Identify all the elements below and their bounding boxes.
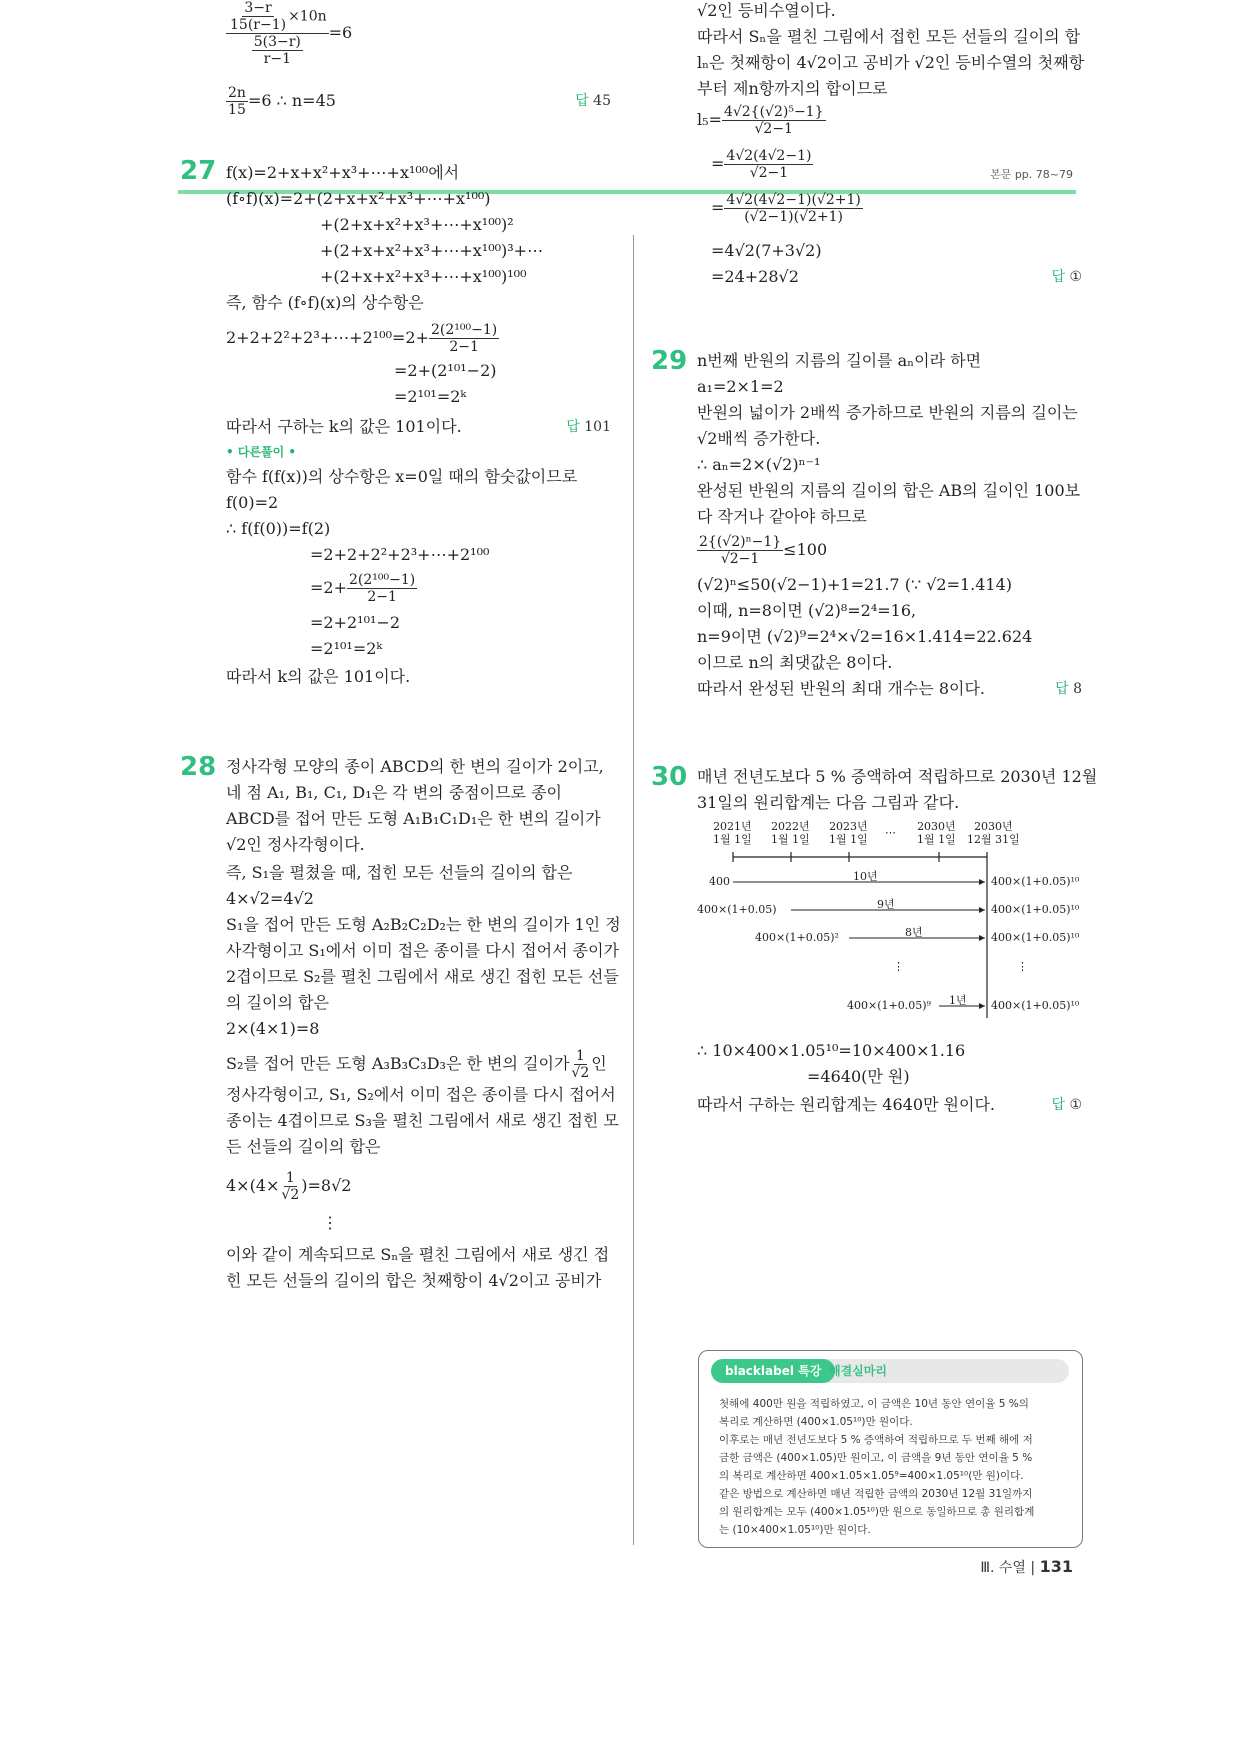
note-line: 금한 금액은 (400×1.05)만 원이고, 이 금액을 9년 동안 연이율 5 %	[719, 1452, 1033, 1464]
p27-line: +(2+x+x²+x³+⋯+x¹⁰⁰)²	[320, 215, 514, 234]
timeline-label: 2030년 1월 1일	[917, 820, 956, 846]
p27-sum-line2: =2+(2¹⁰¹−2)	[394, 361, 497, 380]
p27-line: f(x)=2+x+x²+x³+⋯+x¹⁰⁰에서	[226, 163, 460, 182]
p29-line: 따라서 완성된 반원의 최대 개수는 8이다.	[697, 679, 985, 698]
timeline-row-left: 400×(1+0.05)²	[755, 931, 839, 944]
problem-number-28: 28	[180, 752, 217, 782]
note-header	[711, 1359, 1069, 1383]
p27-alt-line: f(0)=2	[226, 493, 279, 512]
timeline-label: 2021년 1월 1일	[713, 820, 752, 846]
timeline-row-duration: 9년	[877, 898, 895, 911]
timeline-row-left: 400×(1+0.05)⁹	[847, 999, 931, 1012]
problem-number-29: 29	[651, 346, 688, 376]
timeline-row-duration: 8년	[905, 926, 923, 939]
p28-eq2: = $\frac{4√2(4√2-1)}{√2-1}$	[711, 148, 812, 181]
timeline-row-right: 400×(1+0.05)¹⁰	[991, 903, 1080, 916]
p28-line: 2×(4×1)=8	[226, 1019, 320, 1038]
timeline-row-duration: 10년	[853, 870, 878, 883]
p29-line: 완성된 반원의 지름의 길이의 합은 AB의 길이인 100보	[697, 481, 1081, 500]
timeline-row-right: 400×(1+0.05)¹⁰	[991, 999, 1080, 1012]
answer-28: 답 ①	[1051, 269, 1082, 285]
continuation-result: $\frac{2n}{15}$ =6 ∴ n=45	[228, 85, 336, 118]
p29-line: 다 작거나 같아야 하므로	[697, 507, 867, 526]
p28-line: 즉, S₁을 펼쳤을 때, 접힌 모든 선들의 길이의 합은	[226, 863, 573, 882]
p29-line: n=9이면 (√2)⁹=2⁴×√2=16×1.414=22.624	[697, 627, 1033, 646]
note-line: 이후로는 매년 전년도보다 5 % 증액하여 적립하므로 두 번째 해에 저	[719, 1434, 1033, 1446]
p29-line: 이때, n=8이면 (√2)⁸=2⁴=16,	[697, 601, 917, 620]
p27-conclusion: 따라서 구하는 k의 값은 101이다.	[226, 417, 462, 436]
p27-alt-line: 함수 f(f(x))의 상수항은 x=0일 때의 함숫값이므로	[226, 467, 578, 486]
p27-line: +(2+x+x²+x³+⋯+x¹⁰⁰)³+⋯	[320, 241, 544, 260]
footer-section: Ⅲ. 수열 |	[980, 1560, 1036, 1576]
p29-line: (√2)ⁿ≤50(√2−1)+1=21.7 (∵ √2=1.414)	[697, 575, 1013, 594]
p28-line: √2인 정사각형이다.	[226, 835, 365, 854]
p28-eq3: = $\frac{4√2(4√2-1)(√2+1)}{(√2-1)(√2+1)}$	[711, 192, 861, 225]
timeline-label: 2030년 12월 31일	[967, 820, 1020, 846]
p28-line: 네 점 A₁, B₁, C₁, D₁은 각 변의 중점이므로 종이	[226, 783, 562, 802]
timeline-row-right: 400×(1+0.05)¹⁰	[991, 875, 1080, 888]
timeline-vdots: ⋮	[893, 960, 904, 973]
p28-cont-line: lₙ은 첫째항이 4√2이고 공비가 √2인 등비수열의 첫째항	[697, 53, 1085, 72]
p29-line: 이므로 n의 최댓값은 8이다.	[697, 653, 893, 672]
note-tag: blacklabel 특강	[711, 1359, 835, 1383]
p27-alt-conclusion: 따라서 k의 값은 101이다.	[226, 667, 411, 686]
p27-sum-line3: =2¹⁰¹=2ᵏ	[394, 387, 467, 406]
note-line: 같은 방법으로 계산하면 매년 적립한 금액의 2030년 12월 31일까지	[719, 1488, 1033, 1500]
problem-number-27: 27	[180, 156, 217, 186]
p27-alt-frac-line: =2+ $\frac{\text{2(2¹⁰⁰−1)}}{2-1}$	[310, 572, 416, 605]
p28-cont-line: √2인 등비수열이다.	[697, 1, 836, 20]
savings-timeline-diagram	[687, 820, 1082, 1030]
p27-line: (f∘f)(x)=2+(2+x+x²+x³+⋯+x¹⁰⁰)	[226, 189, 491, 208]
p29-line: a₁=2×1=2	[697, 377, 784, 396]
timeline-row-right: 400×(1+0.05)¹⁰	[991, 931, 1080, 944]
p27-alt-line: ∴ f(f(0))=f(2)	[226, 519, 331, 538]
p30-calc2: =4640(만 원)	[807, 1067, 910, 1086]
timeline-label: 2022년 1월 1일	[771, 820, 810, 846]
p27-alt-line5: =2+2¹⁰¹−2	[310, 613, 400, 632]
note-line: 복리로 계산하면 (400×1.05¹⁰)만 원이다.	[719, 1416, 913, 1428]
p28-cont-line: 부터 제n항까지의 합이므로	[697, 79, 888, 98]
timeline-vdots: ⋮	[1017, 960, 1028, 973]
p30-line: 31일의 원리합계는 다음 그림과 같다.	[697, 793, 960, 812]
timeline-row-left: 400	[709, 875, 730, 888]
timeline-row-duration: 1년	[949, 994, 967, 1007]
p28-line: 이와 같이 계속되므로 Sₙ을 펼친 그림에서 새로 생긴 접	[226, 1245, 610, 1264]
p27-sum: 2+2+2²+2³+⋯+2¹⁰⁰=2+ $\frac{\text{2(2¹⁰⁰−1)}}{2-1}$	[226, 322, 498, 355]
p28-line: 힌 모든 선들의 길이의 합은 첫째항이 4√2이고 공비가	[226, 1271, 602, 1290]
p28-cont-line: 따라서 Sₙ을 펼친 그림에서 접힌 모든 선들의 길이의 합	[697, 27, 1081, 46]
answer-continuation: 답 45	[575, 93, 611, 109]
p30-calc1: ∴ 10×400×1.05¹⁰=10×400×1.16	[697, 1041, 966, 1060]
note-line: 첫해에 400만 원을 적립하였고, 이 금액은 10년 동안 연이율 5 %의	[719, 1398, 1029, 1410]
p28-line: 종이는 4겹이므로 S₃을 펼친 그림에서 새로 생긴 접힌 모	[226, 1111, 619, 1130]
note-body	[719, 1395, 1069, 1539]
p28-eq-line: 4×(4× $\frac{1}{√2}$ )=8√2	[226, 1170, 352, 1203]
p30-line: 매년 전년도보다 5 % 증액하여 적립하므로 2030년 12월	[697, 767, 1098, 786]
continuation-complex-fraction: $\frac{3-r}{15(r-1)}$ ×10n $\frac{5(3-r)}{r-1}$ =6	[226, 0, 352, 67]
p27-alt-line: =2+2+2²+2³+⋯+2¹⁰⁰	[310, 545, 490, 564]
timeline-label: ⋯	[885, 826, 896, 839]
column-divider	[633, 235, 634, 1545]
p30-conclusion: 따라서 구하는 원리합계는 4640만 원이다.	[697, 1095, 995, 1114]
p29-inequality: $\frac{\text{2\{(√2)ⁿ−1\}}}{√2-1}$ ≤100	[699, 534, 828, 567]
p29-line: √2배씩 증가한다.	[697, 429, 821, 448]
note-subtitle: 해결실마리	[829, 1364, 887, 1378]
p28-line: 정사각형이고, S₁, S₂에서 이미 접은 종이를 다시 접어서	[226, 1085, 616, 1104]
alt-solution-title: • 다른풀이 •	[226, 445, 297, 459]
p28-line: S₁을 접어 만든 도형 A₂B₂C₂D₂는 한 변의 길이가 1인 정	[226, 915, 621, 934]
p27-alt-line6: =2¹⁰¹=2ᵏ	[310, 639, 383, 658]
p28-line: 2겹이므로 S₂를 펼친 그림에서 새로 생긴 접힌 모든 선들	[226, 967, 619, 986]
answer-27: 답 101	[566, 419, 611, 435]
p29-line: 반원의 넓이가 2배씩 증가하므로 반원의 지름의 길이는	[697, 403, 1078, 422]
page-footer	[980, 1557, 1073, 1577]
note-line: 의 원리합계는 모두 (400×1.05¹⁰)만 원으로 동일하므로 총 원리합계	[719, 1506, 1035, 1518]
p28-vdots: ⋮	[322, 1213, 338, 1232]
problem-number-30: 30	[651, 762, 688, 792]
p29-line: ∴ aₙ=2×(√2)ⁿ⁻¹	[697, 455, 821, 474]
p28-eq4: =4√2(7+3√2)	[711, 241, 822, 260]
p28-line: 든 선들의 길이의 합은	[226, 1137, 381, 1156]
page-number: 131	[1039, 1557, 1073, 1576]
note-line: 의 복리로 계산하면 400×1.05×1.05⁹=400×1.05¹⁰(만 원)이다.	[719, 1470, 1024, 1482]
p28-line: 사각형이고 S₁에서 이미 접은 종이를 다시 접어서 종이가	[226, 941, 620, 960]
p28-eq1: l₅= $\frac{\text{4√2\{(√2)⁵−1\}}}{√2-1}$	[697, 104, 824, 137]
p29-line: n번째 반원의 지름의 길이를 aₙ이라 하면	[697, 351, 982, 370]
page-reference: 본문 pp. 78~79	[990, 168, 1073, 181]
p28-eq5: =24+28√2	[711, 267, 799, 286]
answer-29: 답 8	[1055, 681, 1082, 697]
timeline-label: 2023년 1월 1일	[829, 820, 868, 846]
p28-line: 의 길이의 합은	[226, 993, 329, 1012]
p28-s3-line: S₂를 접어 만든 도형 A₃B₃C₃D₃은 한 변의 길이가 $\frac{1}{√2}$ 인	[226, 1048, 607, 1081]
note-line: 는 (10×400×1.05¹⁰)만 원이다.	[719, 1524, 871, 1536]
p27-line: 즉, 함수 (f∘f)(x)의 상수항은	[226, 293, 424, 312]
blacklabel-note-box	[698, 1350, 1083, 1548]
timeline-row-left: 400×(1+0.05)	[697, 903, 777, 916]
p27-line: +(2+x+x²+x³+⋯+x¹⁰⁰)¹⁰⁰	[320, 267, 527, 286]
answer-30: 답 ①	[1051, 1097, 1082, 1113]
p28-line: ABCD를 접어 만든 도형 A₁B₁C₁D₁은 한 변의 길이가	[226, 809, 601, 828]
p28-line: 4×√2=4√2	[226, 889, 314, 908]
p28-line: 정사각형 모양의 종이 ABCD의 한 변의 길이가 2이고,	[226, 757, 604, 776]
